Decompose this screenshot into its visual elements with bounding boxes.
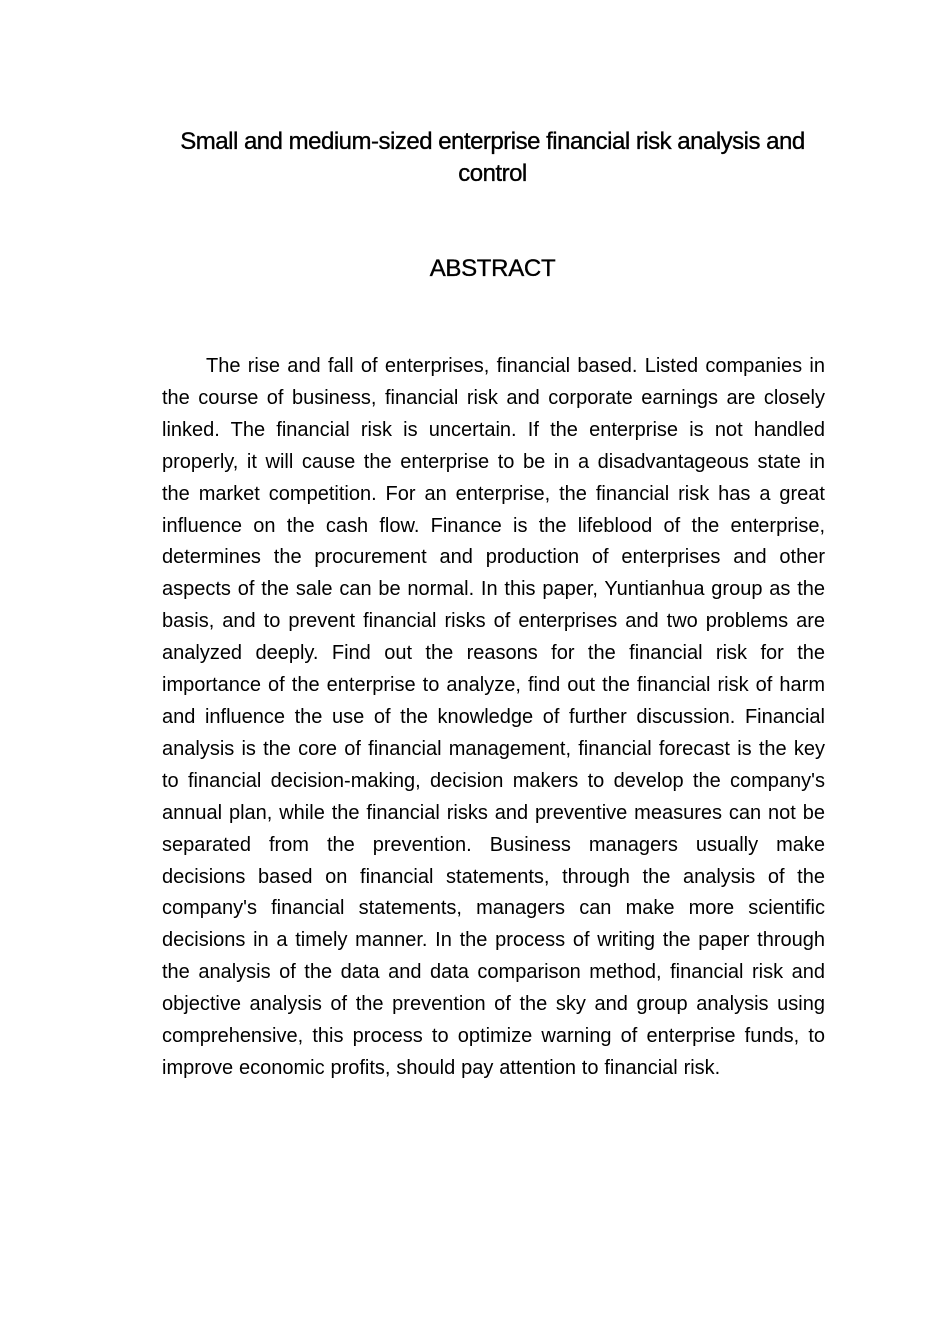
paper-title: Small and medium-sized enterprise financial risk analysis and control [180,128,805,187]
abstract-paragraph: The rise and fall of enterprises, financial based. Listed companies in the course of business, financial risk and corporate earnings are closely linked. The financial risk is uncertain. If the enterprise is not handled properly, it will cause the enterprise to be in a disadvantageous state in the market competition. For an enterprise, the financial risk has a great influence on the cash flow. Finance is the lifeblood of the enterprise, determines the procurement and production of enterprises and other aspects of the sale can be normal. In this paper, Yuntianhua group as the basis, and to prevent financial risks of enterprises and two problems are analyzed deeply. Find out the reasons for the financial risk for the importance of the enterprise to analyze, find out the financial risk of harm and influence the use of the knowledge of further discussion. Financial analysis is the core of financial management, financial forecast is the key to financial decision-making, decision makers to develop the company's annual plan, while the financial risks and preventive measures can not be separated from the prevention. Business managers usually make decisions based on financial statements, through the analysis of the company's financial statements, managers can make more scientific decisions in a timely manner. In the process of writing the paper through the analysis of the data and data comparison method, financial risk and objective analysis of the prevention of the sky and group analysis using comprehensive, this process to optimize warning of enterprise funds, to improve economic profits, should pay attention to financial risk. [162,355,825,1079]
abstract-heading: ABSTRACT [429,255,556,282]
